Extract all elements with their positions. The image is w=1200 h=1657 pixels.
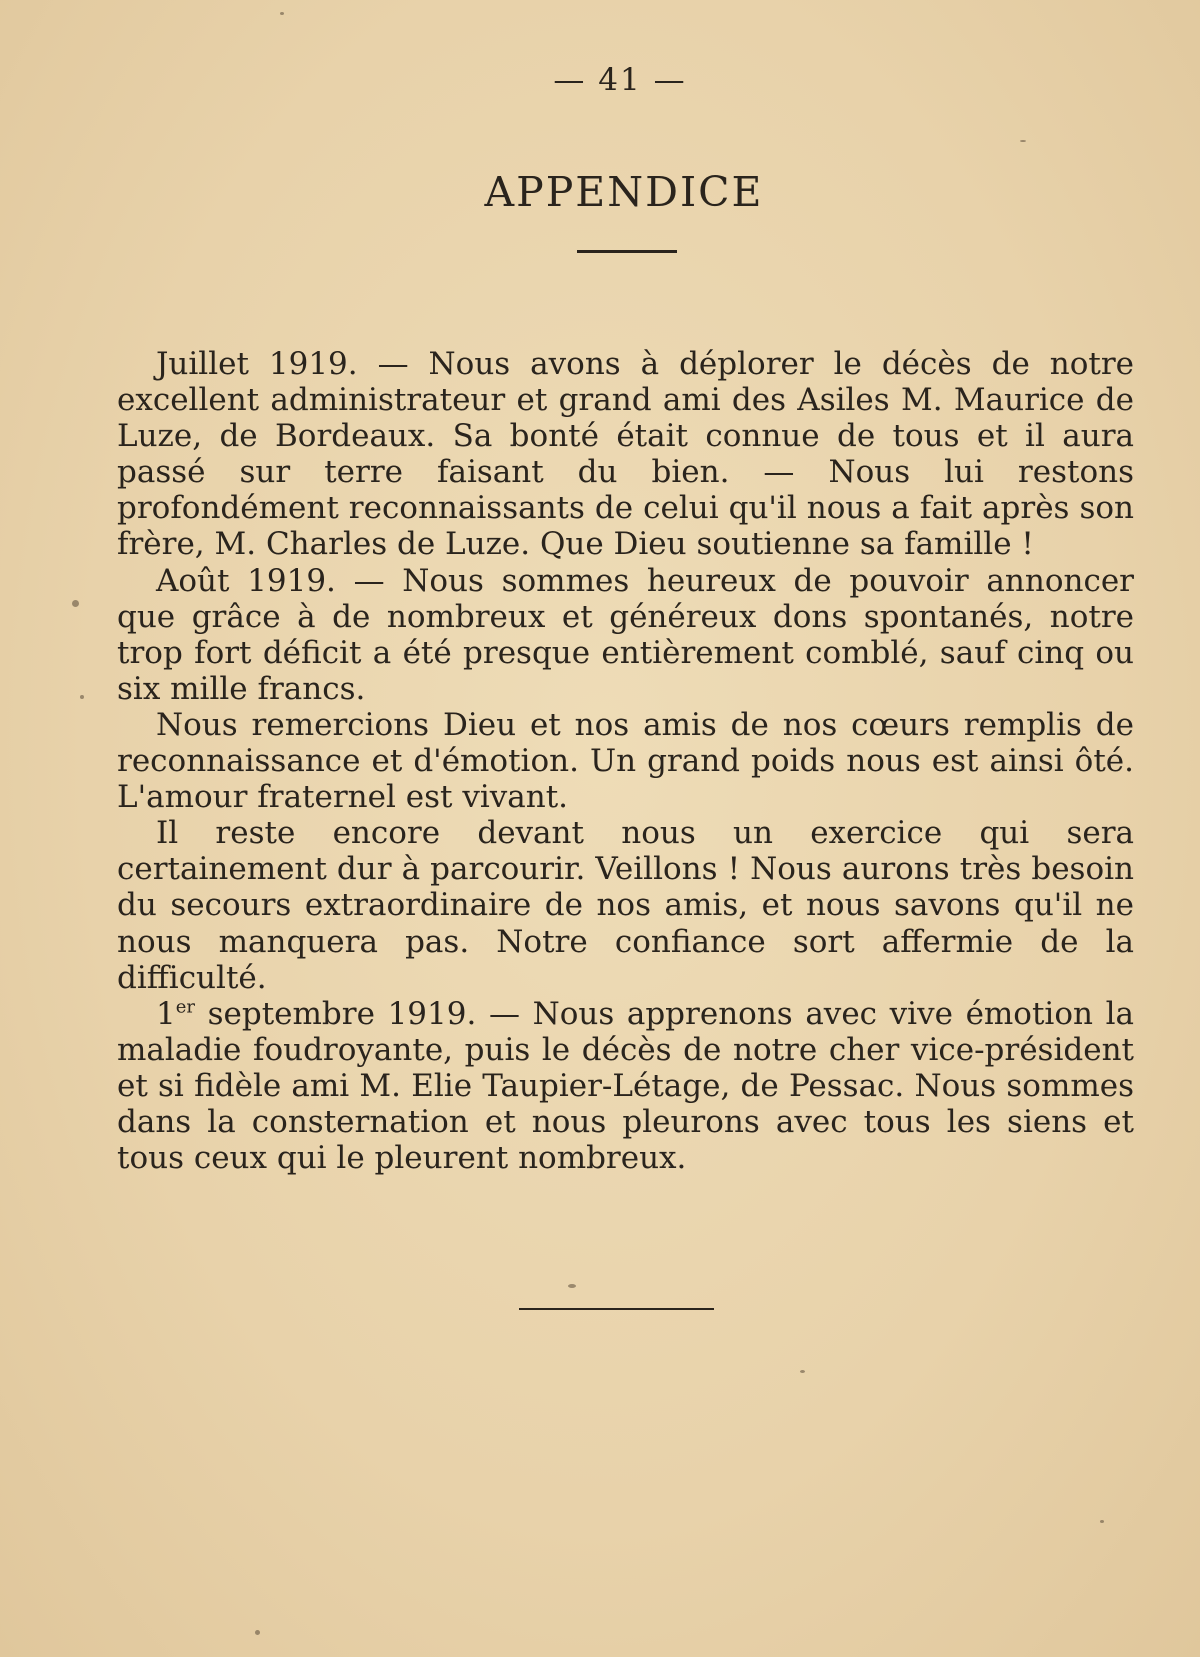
- page-number: — 41 —: [553, 62, 687, 98]
- paper-speck: [1020, 140, 1026, 142]
- paragraph-septembre-text: septembre 1919. — Nous apprenons avec vive émotion la maladie foudroyante, puis le décès de notre cher vice-président et si fidèle ami M. Elie Taupier-Létage, de Pessac. Nous sommes dans la consternation et nous pleurons avec tous les siens et tous ceux qui le pleurent nombreux.: [117, 995, 1134, 1177]
- paper-speck: [72, 600, 79, 607]
- end-divider: [519, 1308, 714, 1310]
- paper-speck: [800, 1370, 805, 1373]
- paragraph-exercice: Il reste encore devant nous un exercice qui sera certainement dur à parcourir. Veillons ! Nous aurons très besoin du secours extraordinaire de nos amis, et nous savons qu'il ne nous manquera pas. Notre confiance sort affermie de la difficulté.: [117, 815, 1134, 996]
- paper-speck: [80, 695, 84, 699]
- title-divider: [577, 250, 677, 253]
- paper-speck: [280, 12, 284, 15]
- paper-speck: [1100, 1520, 1104, 1523]
- paragraph-septembre: [117, 996, 1134, 1176]
- date-day: 1: [156, 995, 176, 1032]
- paper-speck: [568, 1284, 576, 1288]
- paper-speck: [255, 1630, 260, 1635]
- body-text: [117, 346, 1134, 1176]
- date-day-suffix: er: [175, 996, 195, 1018]
- page-title: APPENDICE: [484, 168, 764, 216]
- paragraph-juillet: Juillet 1919. — Nous avons à déplorer le décès de notre excellent administrateur et grand ami des Asiles M. Maurice de Luze, de Bordeaux. Sa bonté était connue de tous et il aura passé sur terre faisant du bien. — Nous lui restons profondément reconnaissants de celui qu'il nous a fait après son frère, M. Charles de Luze. Que Dieu soutienne sa famille !: [117, 346, 1134, 563]
- paragraph-aout: Août 1919. — Nous sommes heureux de pouvoir annoncer que grâce à de nombreux et généreux dons spontanés, notre trop fort déficit a été presque entièrement comblé, sauf cinq ou six mille francs.: [117, 562, 1134, 707]
- paragraph-remerciements: Nous remercions Dieu et nos amis de nos cœurs remplis de reconnaissance et d'émotion. Un grand poids nous est ainsi ôté. L'amour fraternel est vivant.: [117, 706, 1134, 816]
